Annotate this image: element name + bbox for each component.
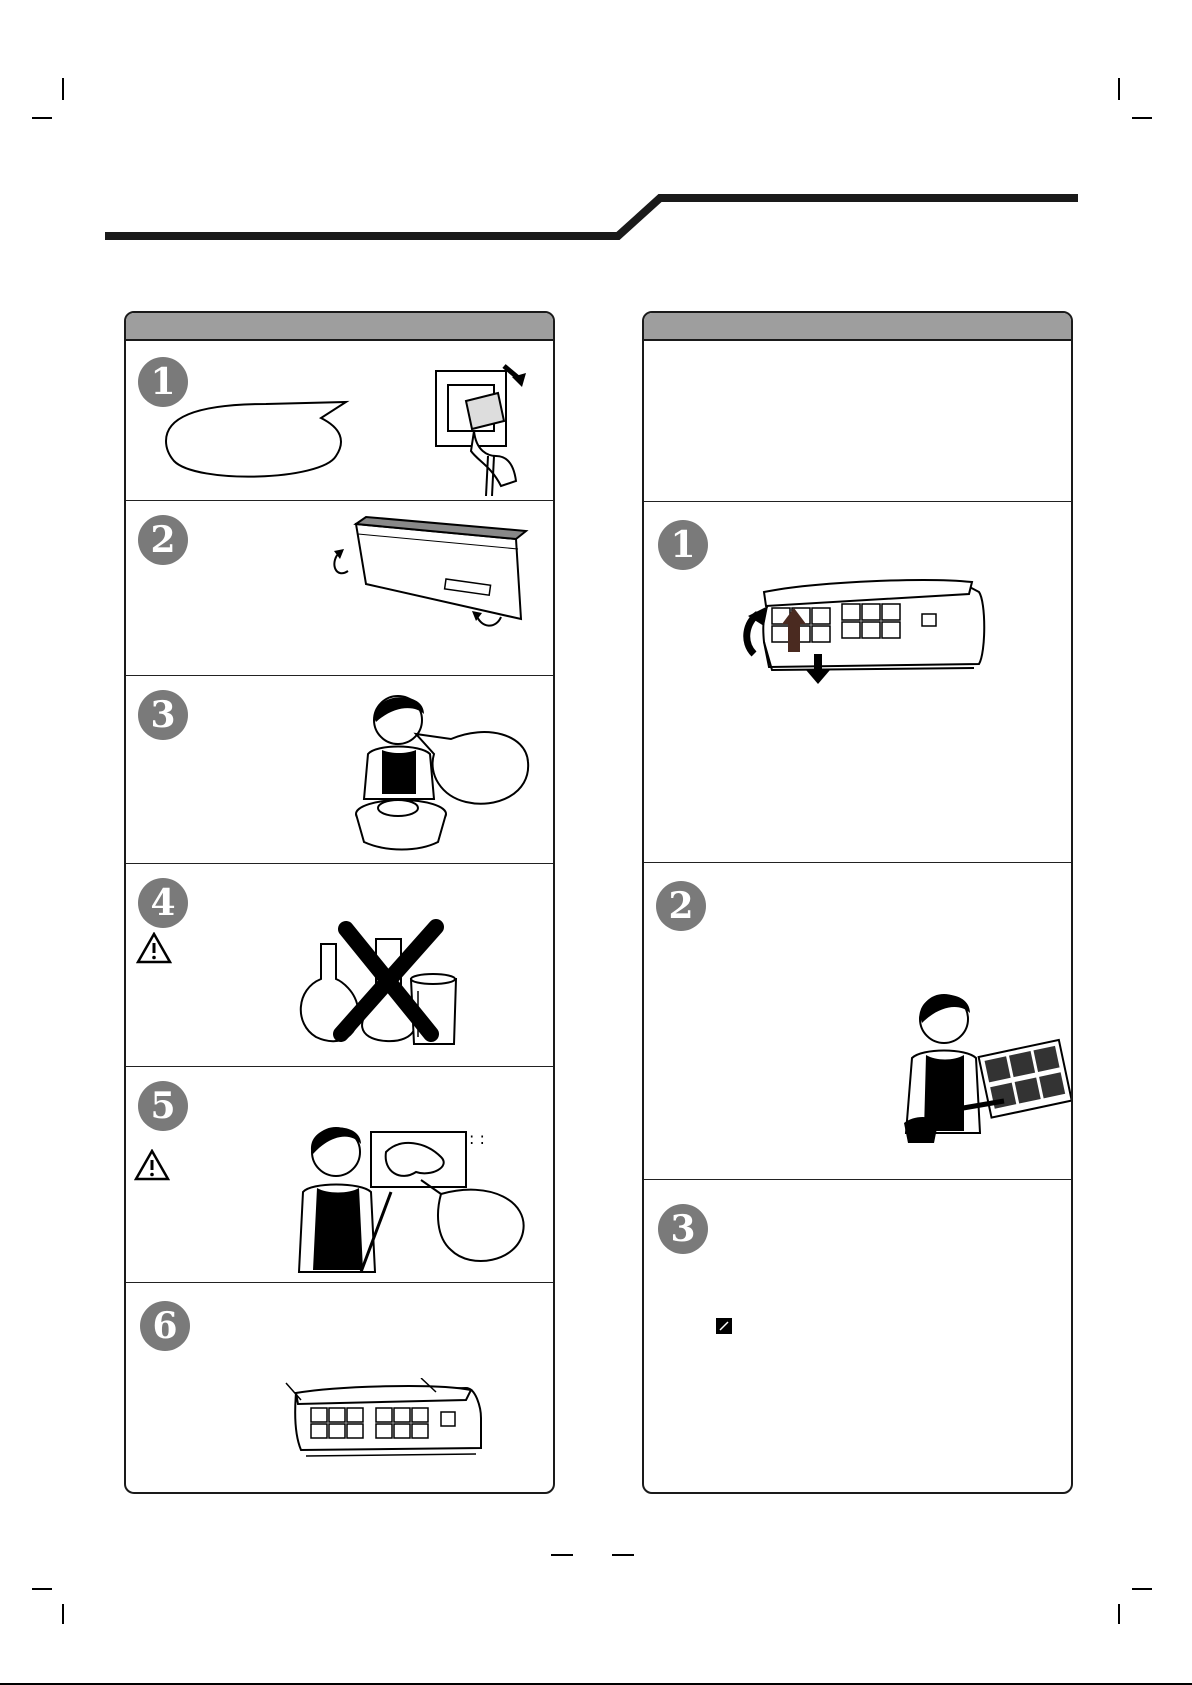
step-2-badge: 2 xyxy=(138,515,188,565)
right-step-2-badge: 2 xyxy=(656,881,706,931)
left-step-6 xyxy=(126,1283,553,1492)
page-number-dash-right xyxy=(612,1554,634,1556)
woman-washing-unit-illustration xyxy=(291,1102,541,1277)
power-plug-illustration xyxy=(426,361,536,501)
right-panel xyxy=(642,311,1073,1494)
left-panel xyxy=(124,311,555,1494)
indoor-unit-panel-closed-illustration xyxy=(276,1378,486,1468)
header-rule xyxy=(0,0,1192,260)
step-1-badge: 1 xyxy=(138,357,188,407)
no-chemicals-illustration xyxy=(286,909,466,1049)
left-step-5 xyxy=(126,1067,553,1283)
step-4-badge: 4 xyxy=(138,878,188,928)
left-step-2 xyxy=(126,501,553,676)
filter-removal-illustration xyxy=(724,572,994,692)
right-step-1-badge: 1 xyxy=(658,520,708,570)
crop-mark-bottom-right-v xyxy=(1118,1604,1120,1624)
woman-cleaning-filter-illustration xyxy=(894,983,1073,1148)
right-panel-header xyxy=(644,313,1071,341)
speech-bubble-1 xyxy=(156,396,356,486)
indoor-unit-open-panel-illustration xyxy=(326,509,541,639)
step-5-badge: 5 xyxy=(138,1081,188,1131)
left-step-1 xyxy=(126,341,553,501)
left-panel-header xyxy=(126,313,553,341)
left-step-4 xyxy=(126,864,553,1067)
right-step-3 xyxy=(644,1180,1071,1492)
step-6-badge: 6 xyxy=(140,1301,190,1351)
right-step-2 xyxy=(644,863,1071,1180)
warning-triangle-icon xyxy=(134,1149,170,1181)
woman-washing-cloth-illustration xyxy=(346,684,546,854)
page-number-dash-left xyxy=(551,1554,573,1556)
right-intro-section xyxy=(644,341,1071,502)
crop-mark-bottom-right-h xyxy=(1132,1588,1152,1590)
crop-mark-bottom-left-v xyxy=(62,1604,64,1624)
left-step-3 xyxy=(126,676,553,864)
right-step-1 xyxy=(644,502,1071,863)
right-step-3-badge: 3 xyxy=(658,1204,708,1254)
step-3-badge: 3 xyxy=(138,690,188,740)
svg-text:: :: : : xyxy=(469,1129,485,1148)
crop-mark-bottom-left-h xyxy=(32,1588,52,1590)
warning-triangle-icon xyxy=(136,932,172,964)
note-icon xyxy=(716,1318,732,1334)
